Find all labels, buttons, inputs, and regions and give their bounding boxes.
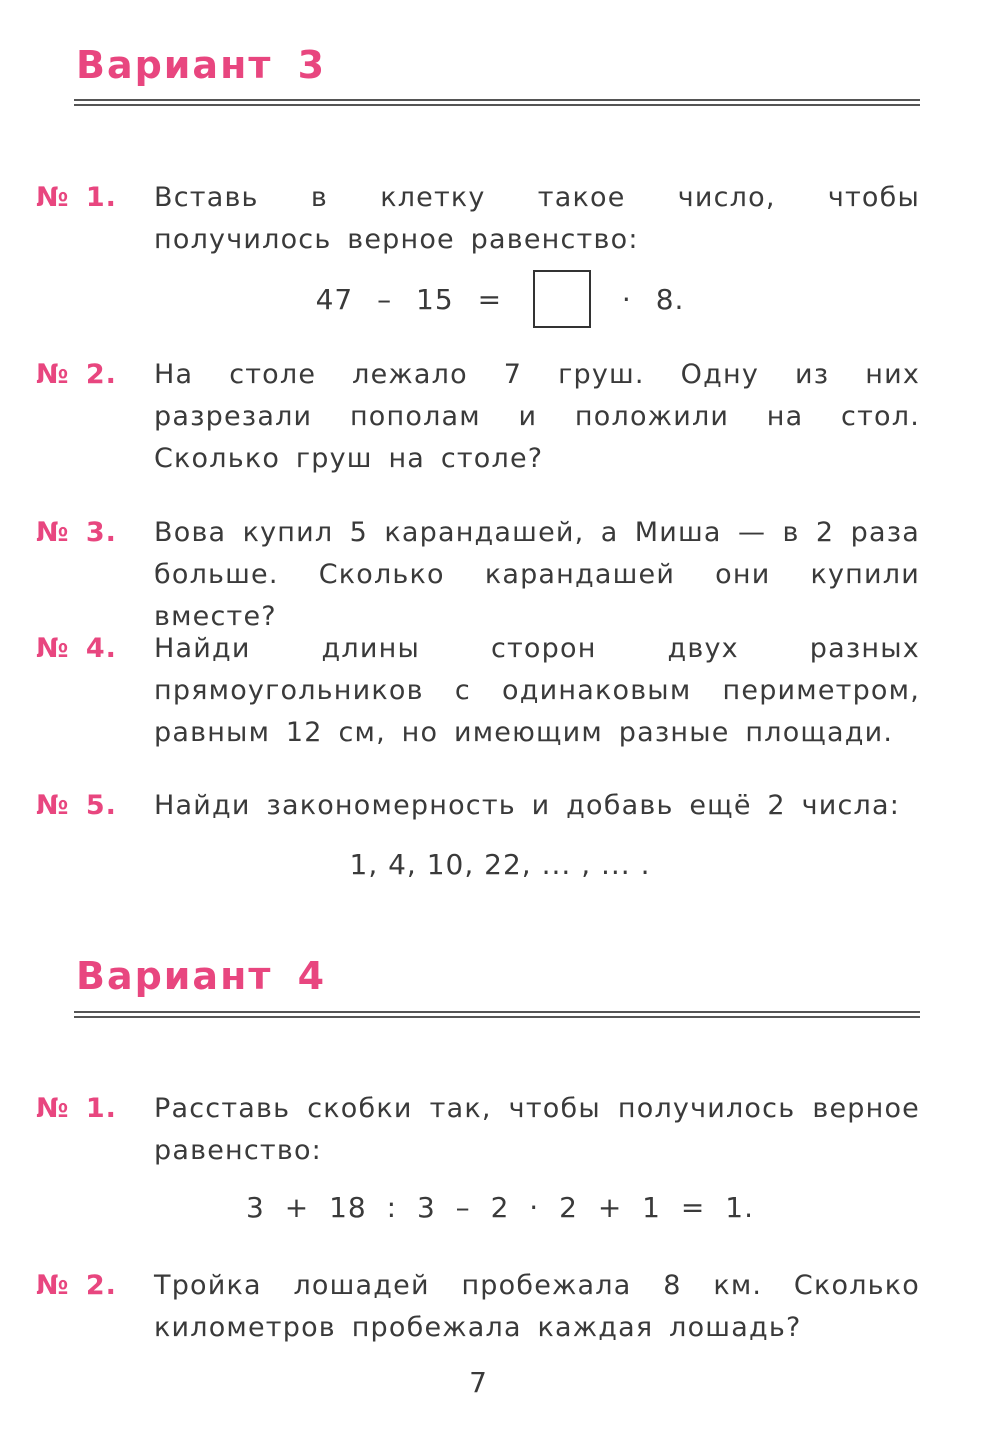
title-divider (74, 1011, 920, 1018)
variant-3-title: Вариант 3 (76, 43, 327, 87)
task-item (36, 354, 920, 480)
page-number: 7 (469, 1366, 487, 1399)
equation-term: 8. (655, 282, 685, 316)
variant-4-title: Вариант 4 (76, 954, 327, 998)
task-number: № 4. (36, 633, 117, 664)
expression: 3 + 18 : 3 – 2 · 2 + 1 = 1. (246, 1191, 754, 1224)
task-item (36, 785, 920, 827)
task-text: На столе лежало 7 груш. Одну из них разрезали пополам и положили на стол. Сколько груш на столе? (154, 359, 920, 474)
task-number: № 2. (36, 1270, 117, 1301)
equation-term: 47 (315, 282, 354, 316)
task-number: № 1. (36, 1093, 117, 1124)
answer-box[interactable] (533, 270, 591, 328)
task-item (36, 512, 920, 638)
task-text: Расставь скобки так, чтобы получилось верное равенство: (154, 1093, 920, 1166)
task-text: Найди длины сторон двух разных прямоугольников с одинаковым периметром, равным 12 см, но имеющим разные площади. (154, 633, 920, 748)
equation-operator: = (477, 282, 503, 316)
equation-operator: – (377, 282, 393, 316)
task-item (36, 1088, 920, 1172)
task-number: № 2. (36, 359, 117, 390)
task-number: № 3. (36, 517, 117, 548)
equation-term: 15 (416, 282, 454, 316)
number-sequence: 1, 4, 10, 22, ... , ... . (349, 848, 651, 881)
task-text: Вова купил 5 карандашей, а Миша — в 2 раза больше. Сколько карандашей они купили вместе? (154, 517, 920, 632)
equation (0, 270, 1000, 328)
task-number: № 1. (36, 182, 117, 213)
task-item (36, 177, 920, 261)
task-item (36, 628, 920, 754)
task-item (36, 1265, 920, 1349)
title-divider (74, 99, 920, 106)
equation-operator: · (621, 282, 632, 316)
task-text: Тройка лошадей пробежала 8 км. Сколько километров пробежала каждая лошадь? (154, 1270, 920, 1343)
task-number: № 5. (36, 790, 117, 821)
task-text: Найди закономерность и добавь ещё 2 числа: (154, 790, 901, 821)
task-text: Вставь в клетку такое число, чтобы получилось верное равенство: (154, 182, 920, 255)
